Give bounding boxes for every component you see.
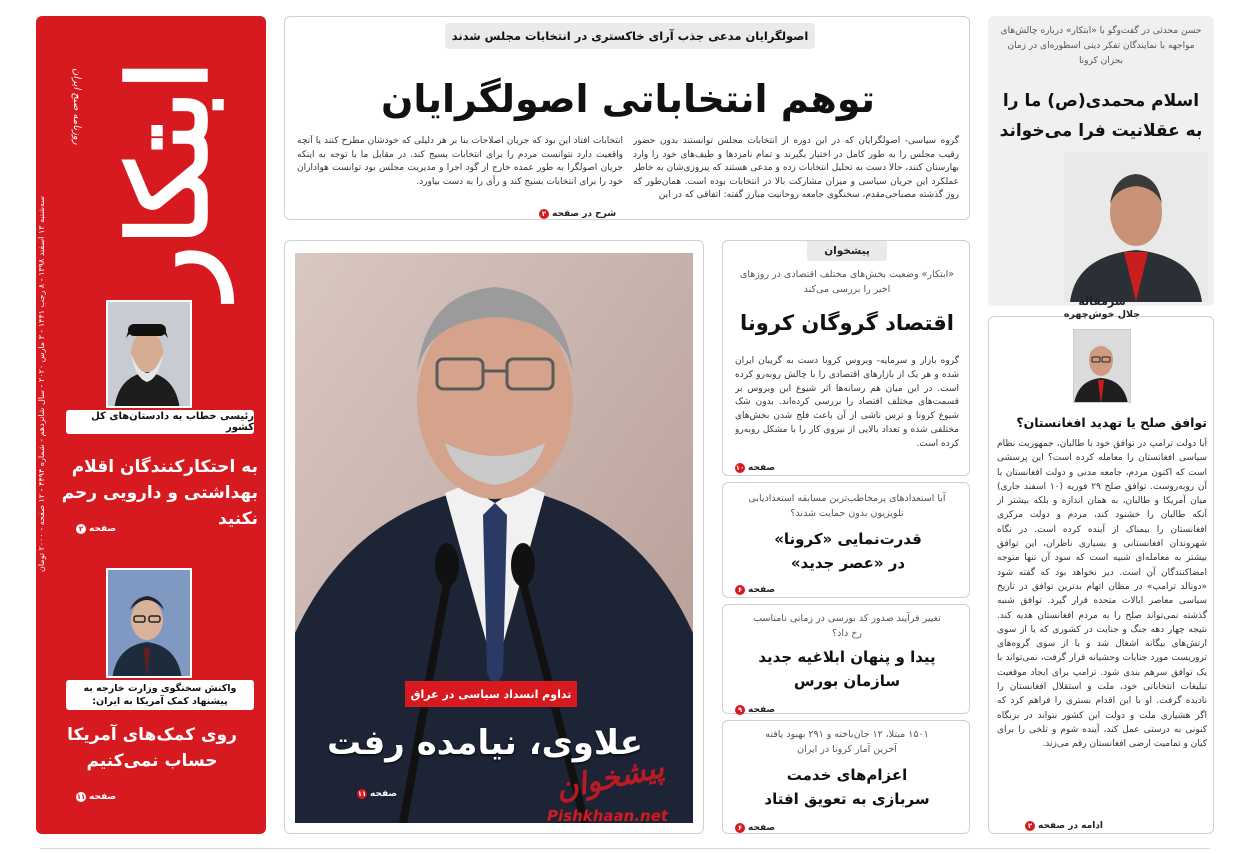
raisi-caption-box	[66, 410, 254, 434]
photo-page-ref	[357, 781, 397, 800]
story-bourse	[722, 604, 970, 714]
watermark-logo: پیشخوان	[552, 750, 668, 807]
editorial-continued	[1025, 813, 1103, 832]
masthead-panel	[36, 16, 266, 834]
tagline: روزنامه صبح ایران	[71, 67, 82, 145]
section-label: پیشخوان	[824, 245, 870, 257]
top-story-kicker: اصولگرایان مدعی جذب آرای خاکستری در انتخابات مجلس شدند	[451, 29, 809, 43]
page-num: ۶	[735, 585, 745, 595]
page-num: ۱۱	[357, 790, 367, 798]
s4-kicker: ۱۵۰۱ مبتلا، ۱۲ جان‌باخته و ۲۹۱ بهبود یافته آخرین آمار کرونا در ایران	[765, 729, 929, 755]
mousavi-caption: واکنش سخنگوی وزارت خارجه به پیشنهاد کمک آمریکا به ایران:	[83, 683, 237, 707]
story-economy	[722, 240, 970, 476]
s1-body: گروه بازار و سرمایه- ویروس کرونا دست به گریبان ایران شده و هر یک از بازارهای اقتصادی را با چالش روبه‌رو کرده است. در این میان هم رسانه‌ها اثر شیوع این ویروس بر قسمت‌های مختلف اقتصاد را بررسی کرده‌اند. بدون شک شیوع کرونا و ترس ناشی از آن باعث فلج شدن بخش‌های مختلفی شده و تعداد بالایی از نیروی کار را با مشکل روبه‌رو کرده است.	[735, 356, 959, 449]
page-label: صفحه	[89, 792, 117, 802]
raisi-photo	[106, 300, 192, 408]
raisi-caption: رئیسی خطاب به دادستان‌های کل کشور	[91, 411, 254, 433]
page-label: صفحه	[370, 789, 398, 799]
story-corona-stats	[722, 720, 970, 834]
mohaddesi-photo	[1064, 152, 1208, 302]
s3-headline[interactable]: پیدا و پنهان ابلاغیه جدید سازمان بورس	[758, 648, 936, 690]
story2-headline[interactable]: روی کمک‌های آمریکا حساب نمی‌کنیم	[67, 725, 237, 771]
story1-headline[interactable]: به احتکارکنندگان اقلام بهداشتی و دارویی رحم نکنید	[61, 457, 258, 529]
page-label: صفحه	[748, 705, 776, 715]
page-label: صفحه	[748, 823, 776, 833]
mousavi-caption-box	[66, 680, 254, 710]
khoshchehreh-portrait-icon	[1073, 330, 1130, 403]
bottom-rule	[40, 848, 1210, 849]
top-story-panel	[284, 16, 970, 220]
continued-num: ۲	[1025, 821, 1035, 831]
photo-ribbon-text: تداوم انسداد سیاسی در عراق	[410, 687, 572, 701]
mousavi-portrait-icon	[106, 570, 190, 678]
s1-kicker: «ابتکار» وضعیت بخش‌های مختلف اقتصادی در روزهای اخیر را بررسی می‌کند	[739, 269, 955, 295]
interview-panel	[988, 16, 1214, 306]
editorial-title[interactable]: توافق صلح یا تهدید افغانستان؟	[1016, 415, 1207, 430]
interview-kicker: حسن محدثی در گفت‌وگو با «ابتکار» درباره چالش‌های مواجهه با نمایندگان تفکر دینی اسطوره‌ای در زمان بحران کرونا	[1000, 26, 1202, 66]
continued-num: ۲	[539, 209, 549, 219]
page-num: ۲	[76, 524, 86, 534]
top-story-body-left: انتخابات افتاد این بود که جریان اصلاحات بنا بر هر دلیلی که خودشان مطرح کنند یا آنچه واقعیت دارد نتوانست مردم را برای انتخابات بسیج کند. در مقابل ما با توجه به اینکه جریان اصولگرا به طور عمده خارج از گود اجرا و مدیریت مجلس بود توانست هواداران خود را برای انتخابات بسیج کند و رأی را به دست بیاورد.	[297, 136, 623, 187]
s2-kicker: آیا استعدادهای پرمخاطب‌ترین مسابقه استعدادیابی تلویزیون بدون حمایت شدند؟	[748, 493, 946, 519]
s3-kicker: تغییر فرآیند صدور کد بورسی در زمانی نامناسب رخ داد؟	[753, 613, 941, 639]
mohaddesi-portrait-icon	[1064, 152, 1208, 302]
s1-page-ref	[735, 455, 775, 474]
interview-headline[interactable]: اسلام محمدی(ص) ما را به عقلانیت فرا می‌خواند	[999, 91, 1203, 141]
story1-page-ref	[76, 516, 116, 535]
s2-page-ref	[735, 577, 775, 596]
top-story-headline[interactable]: توهم انتخاباتی اصولگرایان	[381, 77, 875, 121]
page-label: صفحه	[748, 585, 776, 595]
logo-text: ابتکار	[106, 60, 232, 298]
watermark-url: Pishkhaan.net	[547, 807, 669, 825]
photo-ribbon	[405, 681, 577, 707]
editorial-body: آیا دولت ترامپ در توافق خود با طالبان، جمهوریت نظام سیاسی افغانستان را معامله کرده است؟ این پرسشی است که اکنون مردم، جامعه مدنی و دولت افغانستان با آن روبه‌روست. توافق صلح ۲۹ فوریه (۱۰ اسفند جاری) میان آمریکا و طالبان، به همان اندازه و بلکه بیشتر از آنکه طالبان را خشنود کند، مردم و دولت مرکزی افغانستان را بیمناک از آینده کرده است. در نگاه شهروندان افغانستانی و بسیاری ناظران، این توافق بیشتر به معامله‌ای شبیه است که سود آن تنها متوجه امضاکنندگان آن است. دیر نخواهد بود که گفته شود «دونالد ترامپ» در مظان اتهام بدترین توافق در تاریخ سیاسی معاصر ایالات متحده قرار گیرد. توافق شنبه گذشته نمی‌تواند صلح را به مردم افغانستان هدیه کند. نتیجه چهار دهه جنگ و جنایت در کشوری که یا از سوی ارتش‌های بیگانه اشغال شد و یا از سوی گروه‌های تروریست مورد جنایات وحشیانه قرار گرفت، نمی‌تواند با یک توافق سرهم بندی شود. ترامپ برای ایجاد موقعیت تبلیغات انتخاباتی خود، ملت و استقلال افغانستان را نادیده گرفت. او با این اقدام بستری را فراهم کرد که اگر هشیاری ملت و دولت این کشور نتواند در بزنگاه کنونی به درستی عمل کند، آینده شوم و تلخی را برای کیان و تمامیت ارضی افغانستان رقم می‌زند.	[997, 439, 1207, 750]
photo-headline[interactable]: علاوی، نیامده رفت	[327, 723, 643, 763]
page-label: صفحه	[89, 524, 117, 534]
editorial-label: سرمقاله	[1078, 295, 1126, 308]
editorial-author: جلال خوش‌چهره	[1063, 309, 1141, 320]
page-num: ۱۱	[76, 793, 86, 801]
page-num: ۱۰	[735, 464, 745, 472]
s2-headline[interactable]: قدرت‌نمایی «کرونا» در «عصر جدید»	[774, 530, 922, 572]
continued-label: شرح در صفحه	[552, 209, 617, 219]
top-story-continued	[539, 201, 616, 220]
top-story-body-right: گروه سیاسی- اصولگرایان که در این دوره از انتخابات مجلس توانستند بدون حضور رقیب مجلس را به طور کامل در اختیار بگیرند و تمام نامزدها و طیف‌های خود را وارد بهارستان کنند، حالا دست به تحلیل انتخابات زده و مدعی هستند که پیروزی‌شان به خاطر عملکرد این جریان سیاسی و میزان مشارکت بالا در انتخابات بوده است. همان‌طور که روز گذشته مصباحی‌مقدم، سخنگوی جامعه روحانیت مبارز گفته: اتفاقی که در این	[633, 136, 959, 200]
continued-label: ادامه در صفحه	[1037, 821, 1103, 831]
s3-page-ref	[735, 697, 775, 716]
page-num: ۹	[735, 705, 745, 715]
photo-story-panel	[284, 240, 704, 834]
section-label-box	[807, 241, 887, 261]
s1-headline[interactable]: اقتصاد گروگان کرونا	[740, 311, 954, 335]
page-label: صفحه	[748, 463, 776, 473]
s4-headline[interactable]: اعزام‌های خدمت سربازی به تعویق افتاد	[764, 766, 930, 808]
story2-page-ref	[76, 784, 116, 803]
story-asr-jadid	[722, 482, 970, 598]
dateline: سه‌شنبه ۱۳ اسفند ۱۳۹۸ - ۸ رجب ۱۴۴۱ - ۳ مارس ۲۰۲۰ - سال شانزدهم - شماره ۴۴۹۴ - ۱۲ صفحه - ۲۰۰۰ تومان	[37, 196, 46, 572]
mousavi-photo	[106, 568, 192, 678]
top-story-kicker-box	[445, 23, 815, 49]
newspaper-logo	[74, 44, 260, 298]
editorial-panel	[988, 295, 1214, 834]
raisi-portrait-icon	[106, 302, 190, 408]
s4-page-ref	[735, 815, 775, 834]
page-num: ۶	[735, 823, 745, 833]
khoshchehreh-photo	[1073, 329, 1131, 403]
